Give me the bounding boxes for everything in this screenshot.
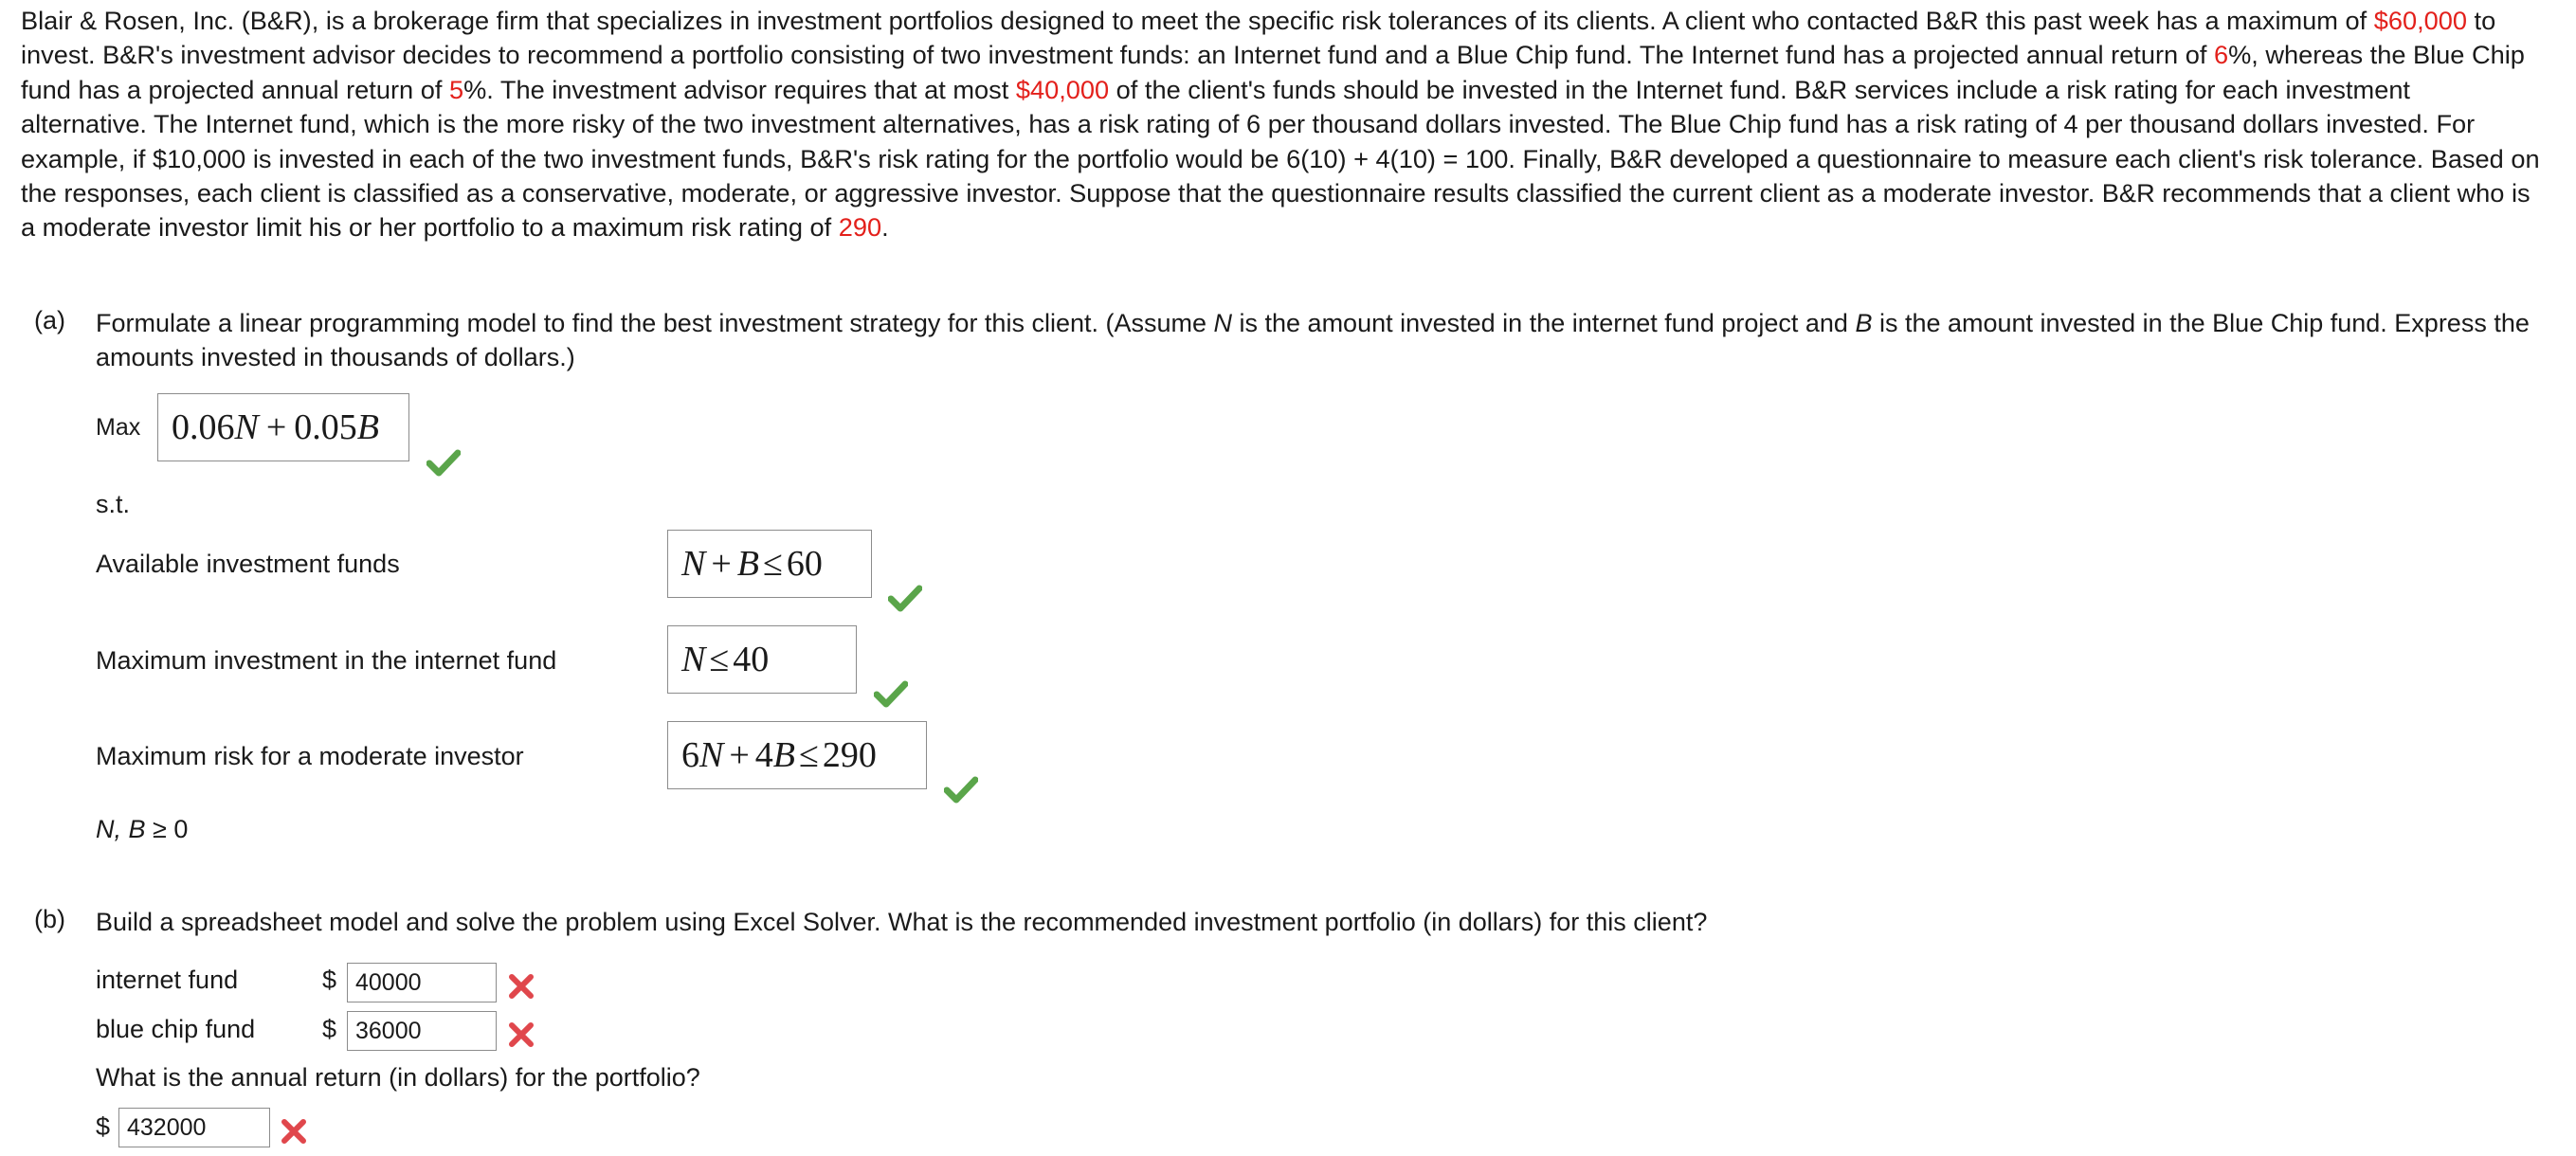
intro-text-5: of the client's funds should be invested in the Internet fund. B&R services include a risk rating for each investment alternative. The Internet fund, which is the more risky of the two investment alternatives, has a risk rating of 6 per thousand dollars invested. The Blue Chip fund has a risk rating of 4 per thousand dollars invested. For example, if $10,000 is invested in each of the two investment funds, B&R's risk rating for the portfolio would be 6(10) + 4(10) = 100. Finally, B&R developed a questionnaire to measure each client's risk tolerance. Based on the responses, each client is classified as a conservative, moderate, or aggressive investor. Suppose that the questionnaire results classified the current client as a moderate investor. B&R recommends that a client who is a moderate investor limit his or her portfolio to a maximum risk rating of (21, 74, 2540, 243)
check-icon (944, 775, 978, 804)
annual-return-input[interactable]: 432000 (118, 1108, 270, 1147)
var-b: B (1855, 309, 1873, 337)
obj-var-2: B (356, 407, 380, 447)
constraint-label-risk: Maximum risk for a moderate investor (96, 742, 524, 770)
constraint-funds-input[interactable] (667, 530, 872, 598)
c2-rel: ≤ (709, 640, 730, 679)
nonneg-vars: N, B (96, 815, 146, 843)
annual-return-question: What is the annual return (in dollars) for the portfolio? (96, 1063, 700, 1092)
part-a-label: (a) (34, 306, 65, 334)
nonnegativity-constraint (96, 815, 188, 844)
part-b-label: (b) (34, 905, 65, 933)
c3-rel: ≤ (799, 735, 819, 775)
check-icon (426, 448, 461, 477)
var-n: N (1213, 309, 1233, 337)
c1-var-n: N (681, 544, 706, 584)
c1-rel: ≤ (763, 544, 783, 584)
intro-text-2: to invest. B&R's investment advisor decides to recommend a portfolio consisting of two investment funds: an Internet fund and a Blue Chip fund. The Internet fund has a projected annual return of (21, 6, 2496, 70)
c1-op: + (711, 544, 732, 584)
nonneg-rel: ≥ 0 (145, 815, 189, 843)
c3-var-b: B (772, 735, 796, 775)
currency-symbol: $ (322, 966, 337, 994)
intro-text-1: Blair & Rosen, Inc. (B&R), is a brokerage firm that specializes in investment portfolios designed to meet the specific risk tolerances of its clients. A client who contacted B&R this past week has a maximum of (21, 6, 2374, 35)
c3-rhs: 290 (822, 735, 877, 775)
c2-var-n: N (681, 640, 706, 679)
internet-return-value: 6 (2213, 40, 2229, 70)
internet-fund-input[interactable]: 40000 (347, 963, 497, 1002)
constraint-internet-input[interactable] (667, 625, 857, 694)
c1-rhs: 60 (786, 544, 823, 584)
incorrect-icon (507, 972, 535, 1001)
c3-var-n: N (699, 735, 724, 775)
intro-text-4: %. The investment advisor requires that at most (463, 74, 1016, 104)
blue-chip-fund-label: blue chip fund (96, 1015, 256, 1043)
part-b-prompt: Build a spreadsheet model and solve the problem using Excel Solver. What is the recommended investment portfolio (in dollars) for this client? (96, 908, 1708, 936)
part-a-text-3: is the amount invested in the Blue Chip fund. Express the amounts invested in thousands of dollars.) (96, 309, 2530, 371)
obj-coef-1: 0.06 (172, 407, 235, 447)
part-a-prompt (96, 306, 2550, 374)
obj-coef-2: 0.05 (294, 407, 357, 447)
constraint-label-internet: Maximum investment in the internet fund (96, 646, 557, 675)
st-label: s.t. (96, 490, 131, 518)
intro-text-3: %, whereas the Blue Chip fund has a projected annual return of (21, 40, 2525, 104)
check-icon (888, 584, 922, 612)
problem-statement (21, 4, 2542, 245)
part-a-text-1: Formulate a linear programming model to find the best investment strategy for this client. (Assume (96, 309, 1214, 337)
part-a-text-2: is the amount invested in the internet fund project and (1232, 309, 1856, 337)
internet-fund-label: internet fund (96, 966, 239, 994)
obj-var-1: N (234, 407, 259, 447)
c2-rhs: 40 (733, 640, 770, 679)
c1-var-b: B (736, 544, 760, 584)
constraint-label-funds: Available investment funds (96, 550, 400, 578)
blue-chip-fund-input[interactable]: 36000 (347, 1011, 497, 1051)
incorrect-icon (280, 1117, 308, 1146)
c3-coef-1: 6 (681, 735, 699, 775)
constraint-risk-input[interactable] (667, 721, 927, 789)
max-internet-value: $40,000 (1015, 74, 1110, 104)
obj-op: + (265, 407, 287, 447)
check-icon (874, 679, 908, 708)
currency-symbol: $ (322, 1015, 337, 1043)
max-funds-value: $60,000 (2373, 6, 2467, 35)
max-label: Max (96, 414, 141, 441)
bluechip-return-value: 5 (448, 74, 464, 104)
c3-op: + (729, 735, 750, 775)
c3-coef-2: 4 (754, 735, 773, 775)
intro-text-6: . (881, 212, 889, 243)
max-risk-value: 290 (838, 212, 882, 243)
objective-function-input[interactable] (157, 393, 409, 461)
incorrect-icon (507, 1021, 535, 1049)
currency-symbol: $ (96, 1112, 111, 1141)
